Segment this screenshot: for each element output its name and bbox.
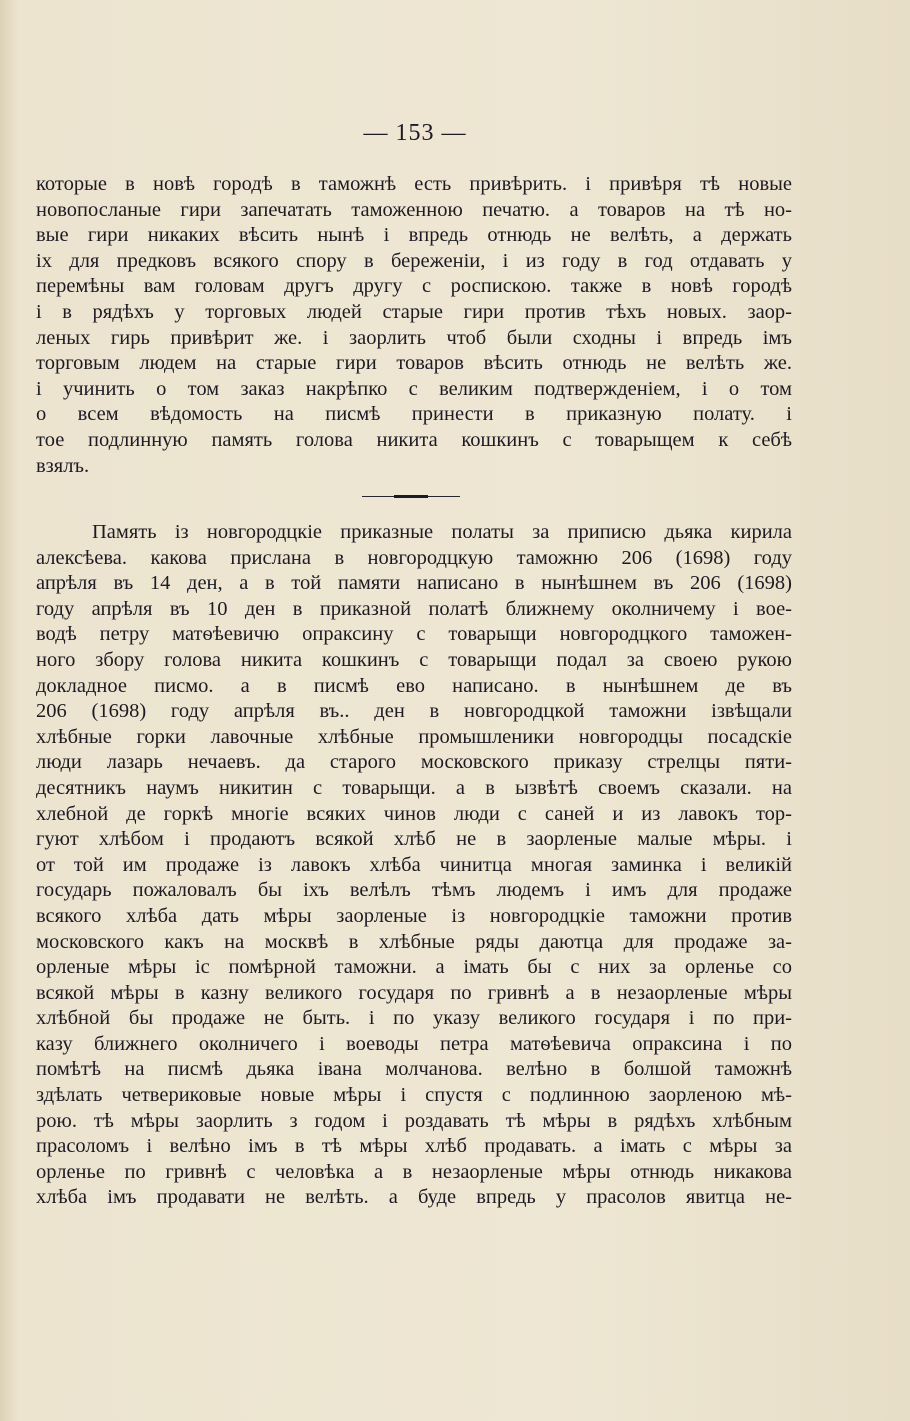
text-line: торговым людем на старые гири товаров вѣсить отнюдь не велѣть же. bbox=[36, 352, 792, 375]
paragraph-2 bbox=[36, 520, 792, 1211]
text-line: іх для предковъ всякого спору в береженіи, і из году в год отдавать у bbox=[36, 249, 792, 272]
paragraph-1 bbox=[36, 172, 792, 479]
text-line: всякого хлѣба дать мѣры заорленые із новгородцкіе таможни против bbox=[36, 904, 792, 927]
text-line: перемѣны вам головам другъ другу с роспискою. также в новѣ городѣ bbox=[36, 275, 792, 298]
text-line: алексѣева. какова прислана в новгородцкую таможню 206 (1698) году bbox=[36, 546, 792, 569]
text-line: люди лазарь нечаевъ. да старого московского приказу стрелцы пяти- bbox=[36, 751, 792, 774]
text-line: всякой мѣры в казну великого государя по гривнѣ а в незаорленые мѣры bbox=[36, 981, 792, 1004]
text-line: новопосланые гири запечатать таможенною печатю. а товаров на тѣ но- bbox=[36, 198, 792, 221]
text-line: здѣлать четвериковые новые мѣры і спустя с подлинною заорленою мѣ- bbox=[36, 1084, 792, 1107]
text-line: ного збору голова никита кошкинъ с товарыщи подал за своею рукою bbox=[36, 648, 792, 671]
text-line: хлѣбной бы продаже не быть. і по указу великого государя і по при- bbox=[36, 1007, 792, 1030]
text-line: помѣтѣ на писмѣ дьяка івана молчанова. велѣно в болшой таможнѣ bbox=[36, 1058, 792, 1081]
text-line: десятникъ наумъ никитин с товарыщи. а в ызвѣтѣ своемъ сказали. на bbox=[36, 776, 792, 799]
text-line: докладное писмо. а в писмѣ ево написано. в нынѣшнем де въ bbox=[36, 674, 792, 697]
text-line: о всем вѣдомость на писмѣ принести в приказную полату. і bbox=[36, 403, 792, 426]
divider-center-mark bbox=[394, 495, 428, 498]
text-line: орленье по гривнѣ с человѣка а в незаорленые мѣры отнюдь никакова bbox=[36, 1160, 792, 1183]
text-line: тое подлинную память голова никита кошкинъ с товарыщем к себѣ bbox=[36, 428, 792, 451]
text-line: водѣ петру матѳѣевичю опраксину с товарыщи новгородцкого таможен- bbox=[36, 623, 792, 646]
section-divider bbox=[362, 496, 460, 497]
text-line: взялъ. bbox=[36, 454, 90, 477]
text-line: орленые мѣры іс помѣрной таможни. а імать бы с них за орленье со bbox=[36, 956, 792, 979]
text-line: казу ближнего околничего і воеводы петра матѳѣевича опраксина і по bbox=[36, 1032, 792, 1055]
text-line: рою. тѣ мѣры заорлить з годом і роздавать тѣ мѣры в рядѣхъ хлѣбным bbox=[36, 1109, 792, 1132]
text-line: 206 (1698) году апрѣля въ.. ден в новгородцкой таможни ізвѣщали bbox=[36, 700, 792, 723]
text-line: от той им продаже із лавокъ хлѣба чинитца многая заминка і великій bbox=[36, 853, 792, 876]
page-number: — 153 — bbox=[363, 120, 467, 146]
text-line: апрѣля въ 14 ден, а в той памяти написано в нынѣшнем въ 206 (1698) bbox=[36, 572, 792, 595]
text-line: леных гирь привѣрит же. і заорлить чтоб были сходны і впредь імъ bbox=[36, 326, 792, 349]
text-line: государь пожаловалъ бы іхъ велѣлъ тѣмъ людемъ і имъ для продаже bbox=[36, 879, 792, 902]
text-line: московского какъ на москвѣ в хлѣбные ряды даютца для продаже за- bbox=[36, 930, 792, 953]
text-line: Память із новгородцкіе приказные полаты за приписю дьяка кирила bbox=[92, 521, 792, 543]
text-line: хлѣбные горки лавочные хлѣбные промышленики новгородцы посадскіе bbox=[36, 725, 792, 748]
text-line: которые в новѣ городѣ в таможнѣ есть привѣрить. і привѣря тѣ новые bbox=[36, 173, 792, 195]
text-line: і учинить о том заказ накрѣпко с великим подтвержденіем, і о том bbox=[36, 377, 792, 400]
text-line: вые гири никаких вѣсить нынѣ і впредь отнюдь не велѣть, а держать bbox=[36, 224, 792, 247]
text-line: прасоломъ і велѣно імъ в тѣ мѣры хлѣб продавать. а імать с мѣры за bbox=[36, 1135, 792, 1158]
text-line: хлебной де горкѣ многіе всяких чинов люди с саней и из лавокъ тор- bbox=[36, 802, 792, 825]
text-line: гуют хлѣбом і продаютъ всякой хлѣб не в заорленые малые мѣры. і bbox=[36, 828, 792, 851]
text-line: хлѣба імъ продавати не велѣть. а буде впредь у прасолов явитца не- bbox=[36, 1186, 792, 1209]
text-line: году апрѣля въ 10 ден в приказной полатѣ ближнему околничему і вое- bbox=[36, 597, 792, 620]
text-line: і в рядѣхъ у торговых людей старые гири против тѣхъ новых. заор- bbox=[36, 300, 792, 323]
